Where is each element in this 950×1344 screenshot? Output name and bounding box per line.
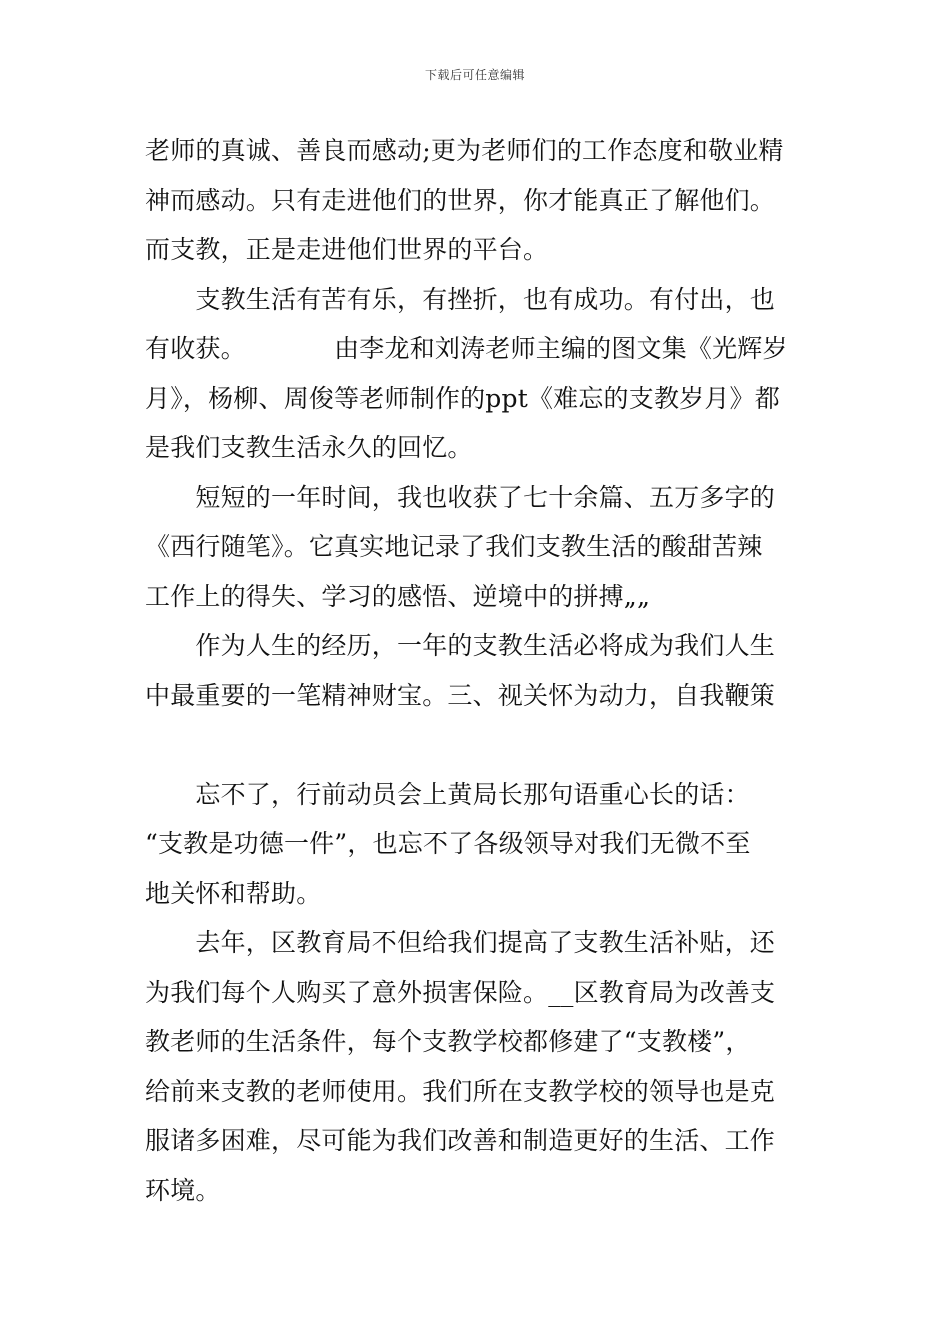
text-line: 支教生活有苦有乐，有挫折，也有成功。有付出，也: [145, 284, 776, 314]
text-line: 教老师的生活条件，每个支教学校都修建了“支教楼”，: [145, 1027, 751, 1056]
text-line: 服诸多困难，尽可能为我们改善和制造更好的生活、工作: [145, 1126, 776, 1155]
text-line: 给前来支教的老师使用。我们所在支教学校的领导也是克: [145, 1076, 776, 1106]
text-line: 而支教，正是走进他们世界的平台。: [145, 235, 549, 264]
text-line: 短短的一年时间，我也收获了七十余篇、五万多字的: [145, 482, 776, 512]
text-line: 老师的真诚、善良而感动;更为老师们的工作态度和敬业精: [145, 136, 784, 165]
text-line: “支教是功德一件”，也忘不了各级领导对我们无微不至: [145, 829, 751, 858]
text-line: 为我们每个人购买了意外损害保险。__区教育局为改善支: [145, 977, 776, 1007]
text-line: 《西行随笔》。它真实地记录了我们支教生活的酸甜苦辣: [145, 532, 763, 561]
text-line: 神而感动。只有走进他们的世界，你才能真正了解他们。: [145, 185, 776, 215]
text-line: 中最重要的一笔精神财宝。三、视关怀为动力，自我鞭策: [145, 680, 776, 710]
text-line: 有收获。 由李龙和刘涛老师主编的图文集《光辉岁: [145, 334, 788, 363]
text-line: 工作上的得失、学习的感悟、逆境中的拼搏„„: [145, 581, 651, 611]
page-header: 下载后可任意编辑: [424, 68, 525, 82]
body-text: [145, 126, 815, 1215]
text-line: 忘不了，行前动员会上黄局长那句语重心长的话：: [145, 779, 750, 809]
text-line: 地关怀和帮助。: [145, 878, 322, 908]
text-line: 月》，杨柳、周俊等老师制作的ppt《难忘的支教岁月》都: [145, 383, 780, 413]
blank-line: [145, 720, 815, 770]
text-line: 环境。: [145, 1175, 221, 1205]
text-line: 是我们支教生活永久的回忆。: [145, 433, 473, 462]
text-line: 作为人生的经历，一年的支教生活必将成为我们人生: [145, 631, 776, 660]
text-line: 去年，区教育局不但给我们提高了支教生活补贴，还: [145, 928, 776, 957]
